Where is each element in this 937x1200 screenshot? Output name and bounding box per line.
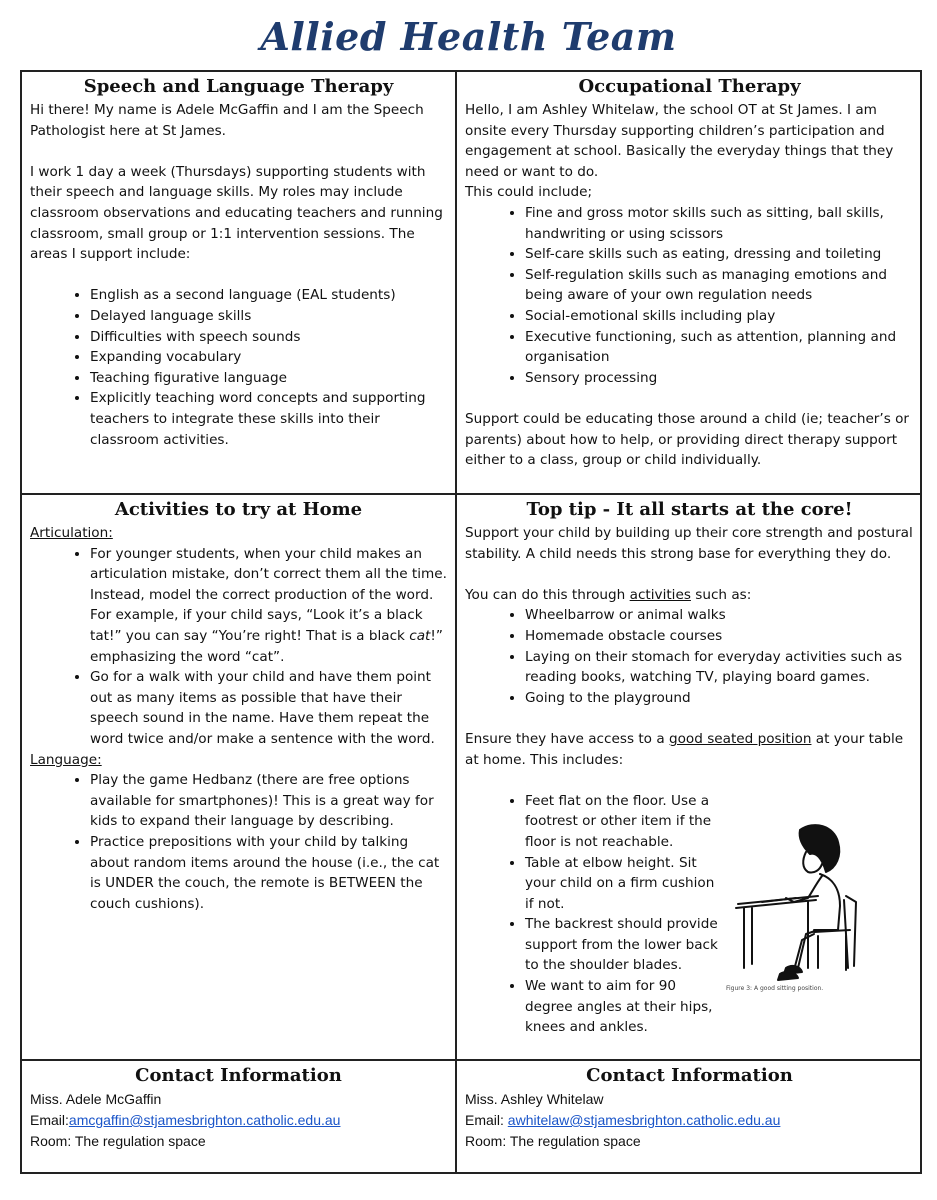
- seated-position-link[interactable]: good seated position: [668, 730, 812, 747]
- list-item: • Go for a walk with your child and have them point out as many items as possible that have their speech sound in the name. Have them repeat the word twice and/or make a sentence with the word.: [90, 667, 447, 749]
- text: You can do this through: [465, 586, 630, 603]
- list-item: • Social-emotional skills including play: [525, 306, 914, 327]
- list-item: • Practice prepositions with your child by talking about random items around the house (i.e., the cat is UNDER the couch, the remote is BETWEEN the couch cushions).: [90, 832, 447, 914]
- contact-heading: Contact Information: [586, 1065, 793, 1086]
- list-item: • Difficulties with speech sounds: [90, 327, 447, 348]
- email-label: Email:: [30, 1112, 69, 1128]
- list-item: • English as a second language (EAL students): [90, 285, 447, 306]
- list-item: • The backrest should provide support from the lower back to the shoulder blades.: [525, 914, 725, 976]
- text: Ensure they have access to a: [465, 730, 669, 747]
- contact-name: Miss. Ashley Whitelaw: [465, 1091, 604, 1107]
- tip-activities-intro: [465, 585, 914, 606]
- email-label: Email:: [465, 1112, 508, 1128]
- speech-heading: Speech and Language Therapy: [83, 76, 394, 97]
- contact-left-section: [22, 1061, 455, 1152]
- ot-section: [457, 72, 922, 471]
- contact-room: Room: The regulation space: [30, 1133, 206, 1149]
- emphasis-text: cat: [409, 627, 431, 644]
- speech-section: [22, 72, 455, 450]
- tip-seated-intro: [465, 729, 914, 770]
- list-item: • Self-regulation skills such as managing emotions and being aware of your own regulation needs: [525, 265, 914, 306]
- list-item: • Laying on their stomach for everyday activities such as reading books, watching TV, playing board games.: [525, 647, 914, 688]
- list-item: • Teaching figurative language: [90, 368, 447, 389]
- ot-heading: Occupational Therapy: [578, 76, 801, 97]
- contact-room: Room: The regulation space: [465, 1133, 641, 1149]
- list-item: • Expanding vocabulary: [90, 347, 447, 368]
- articulation-list: [30, 544, 447, 750]
- tip-intro: Support your child by building up their core strength and postural stability. A child needs this strong base for everything they do.: [465, 525, 913, 562]
- ot-support-text: Support could be educating those around a child (ie; teacher’s or parents) about how to help, or providing direct therapy support either to a class, group or child individually.: [465, 410, 910, 469]
- content-grid: [20, 70, 922, 1174]
- email-link[interactable]: amcgaffin@stjamesbrighton.catholic.edu.au: [68, 1112, 341, 1128]
- figure-caption: Figure 3: A good sitting position.: [726, 985, 824, 992]
- tip-heading: Top tip - It all starts at the core!: [526, 499, 853, 520]
- ot-could-include: This could include;: [465, 184, 593, 201]
- articulation-label: Articulation:: [30, 525, 113, 541]
- contact-email-line: [465, 1110, 914, 1131]
- list-item: • Homemade obstacle courses: [525, 626, 914, 647]
- speech-description: I work 1 day a week (Thursdays) supporting students with their speech and language skills. My roles may include classroom observations and educating teachers and running classroom, small group or 1:1 intervention sessions. The areas I support include:: [30, 163, 443, 263]
- list-item: • Sensory processing: [525, 368, 914, 389]
- text: such as:: [690, 586, 752, 603]
- list-item: • Going to the playground: [525, 688, 914, 709]
- list-item: • Feet flat on the floor. Use a footrest or other item if the floor is not reachable.: [525, 791, 725, 853]
- speech-intro: Hi there! My name is Adele McGaffin and I am the Speech Pathologist here at St James.: [30, 102, 424, 139]
- list-item: [90, 544, 447, 668]
- list-item: • Self-care skills such as eating, dressing and toileting: [525, 244, 914, 265]
- language-list: [30, 770, 447, 914]
- contact-right-section: [457, 1061, 922, 1152]
- list-item: • Table at elbow height. Sit your child on a firm cushion if not.: [525, 853, 725, 915]
- contact-email-line: [30, 1110, 447, 1131]
- email-link[interactable]: awhitelaw@stjamesbrighton.catholic.edu.au: [507, 1112, 781, 1128]
- list-item: • Play the game Hedbanz (there are free options available for smartphones)! This is a great way for kids to expand their language by describing.: [90, 770, 447, 832]
- ot-skills-list: [465, 203, 914, 388]
- speech-support-list: [30, 285, 447, 450]
- list-item: • We want to aim for 90 degree angles at their hips, knees and ankles.: [525, 976, 725, 1038]
- contact-heading: Contact Information: [135, 1065, 342, 1086]
- page-title: Allied Health Team: [260, 14, 677, 59]
- home-heading: Activities to try at Home: [114, 499, 363, 520]
- list-item: • Wheelbarrow or animal walks: [525, 605, 914, 626]
- contact-name: Miss. Adele McGaffin: [30, 1091, 162, 1107]
- home-activities-section: [22, 495, 455, 914]
- seated-position-list: [465, 791, 725, 1038]
- child-sitting-illustration: [722, 818, 872, 998]
- list-item: • Delayed language skills: [90, 306, 447, 327]
- language-label: Language:: [30, 751, 102, 768]
- list-item: • Explicitly teaching word concepts and supporting teachers to integrate these skills into their classroom activities.: [90, 388, 447, 450]
- activities-link[interactable]: activities: [629, 586, 691, 603]
- ot-intro: Hello, I am Ashley Whitelaw, the school OT at St James. I am onsite every Thursday supporting children’s participation and engagement at school. Basically the everyday things that they need or want to do.: [465, 102, 894, 180]
- core-activities-list: [465, 605, 914, 708]
- list-item: • Executive functioning, such as attention, planning and organisation: [525, 327, 914, 368]
- list-item-text: !” emphasizing the word “cat”.: [90, 627, 443, 665]
- text: at your table at home. This includes:: [465, 730, 904, 768]
- list-item-text: For younger students, when your child makes an articulation mistake, don’t correct them all the time. Instead, model the correct production of the word. For example, if your child says, “Look it’s a black tat!” you can say “You’re right! That is a black: [90, 545, 447, 644]
- list-item: • Fine and gross motor skills such as sitting, ball skills, handwriting or using scissors: [525, 203, 914, 244]
